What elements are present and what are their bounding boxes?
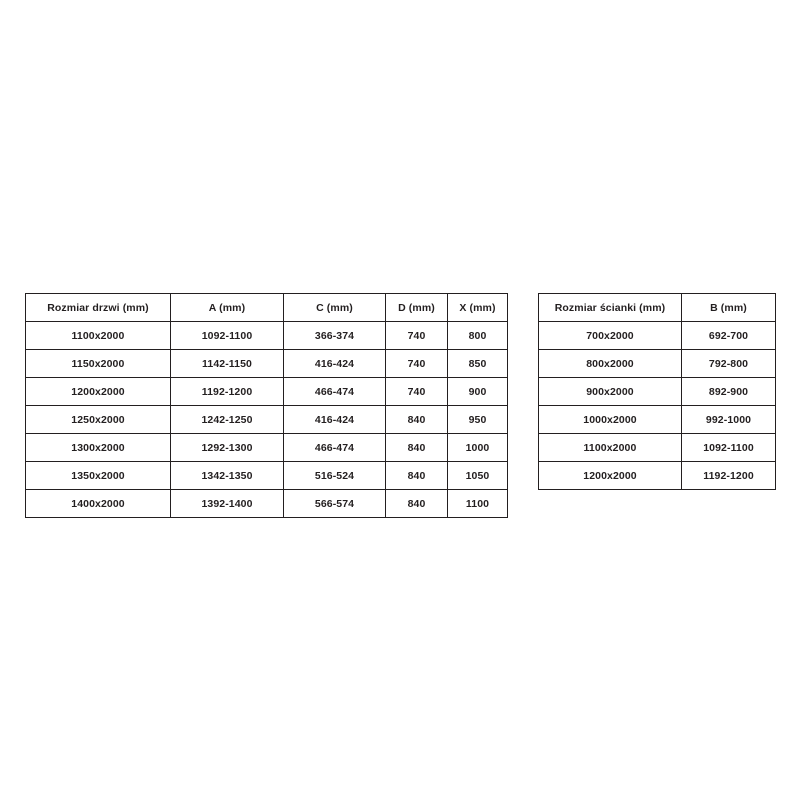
column-header-wall-size: Rozmiar ścianki (mm) [539,294,682,322]
cell-b: 992-1000 [682,406,776,434]
table-row [26,406,508,434]
cell-b: 1192-1200 [682,462,776,490]
table-row [539,434,776,462]
cell-wall-size: 1200x2000 [539,462,682,490]
table-row [539,322,776,350]
table-header-row [26,294,508,322]
cell-door-size: 1350x2000 [26,462,171,490]
cell-d: 840 [386,462,448,490]
cell-door-size: 1150x2000 [26,350,171,378]
cell-c: 466-474 [284,434,386,462]
cell-b: 792-800 [682,350,776,378]
cell-a: 1192-1200 [171,378,284,406]
table-row [539,406,776,434]
cell-c: 516-524 [284,462,386,490]
table-row [26,350,508,378]
cell-wall-size: 800x2000 [539,350,682,378]
table-row [26,490,508,518]
cell-a: 1092-1100 [171,322,284,350]
cell-b: 692-700 [682,322,776,350]
cell-b: 892-900 [682,378,776,406]
walls-size-table [538,293,776,490]
table-header-row [539,294,776,322]
cell-d: 740 [386,378,448,406]
cell-a: 1142-1150 [171,350,284,378]
cell-c: 466-474 [284,378,386,406]
cell-c: 366-374 [284,322,386,350]
column-header-c: C (mm) [284,294,386,322]
column-header-x: X (mm) [448,294,508,322]
table-row [539,378,776,406]
column-header-b: B (mm) [682,294,776,322]
table-row [539,462,776,490]
cell-d: 840 [386,434,448,462]
cell-c: 416-424 [284,350,386,378]
cell-c: 416-424 [284,406,386,434]
cell-x: 1050 [448,462,508,490]
cell-wall-size: 700x2000 [539,322,682,350]
cell-a: 1242-1250 [171,406,284,434]
cell-door-size: 1300x2000 [26,434,171,462]
cell-door-size: 1250x2000 [26,406,171,434]
table-row [26,462,508,490]
column-header-door-size: Rozmiar drzwi (mm) [26,294,171,322]
cell-wall-size: 900x2000 [539,378,682,406]
cell-door-size: 1200x2000 [26,378,171,406]
cell-a: 1342-1350 [171,462,284,490]
cell-x: 850 [448,350,508,378]
doors-size-table-container [25,293,508,518]
cell-d: 840 [386,406,448,434]
table-row [26,322,508,350]
column-header-d: D (mm) [386,294,448,322]
cell-x: 1100 [448,490,508,518]
cell-wall-size: 1100x2000 [539,434,682,462]
cell-c: 566-574 [284,490,386,518]
cell-wall-size: 1000x2000 [539,406,682,434]
cell-x: 800 [448,322,508,350]
cell-d: 740 [386,322,448,350]
cell-door-size: 1400x2000 [26,490,171,518]
cell-x: 900 [448,378,508,406]
walls-size-table-container [538,293,776,490]
column-header-a: A (mm) [171,294,284,322]
cell-x: 950 [448,406,508,434]
cell-door-size: 1100x2000 [26,322,171,350]
cell-x: 1000 [448,434,508,462]
cell-b: 1092-1100 [682,434,776,462]
table-row [539,350,776,378]
table-row [26,378,508,406]
cell-d: 740 [386,350,448,378]
cell-a: 1292-1300 [171,434,284,462]
doors-size-table [25,293,508,518]
cell-a: 1392-1400 [171,490,284,518]
table-row [26,434,508,462]
cell-d: 840 [386,490,448,518]
